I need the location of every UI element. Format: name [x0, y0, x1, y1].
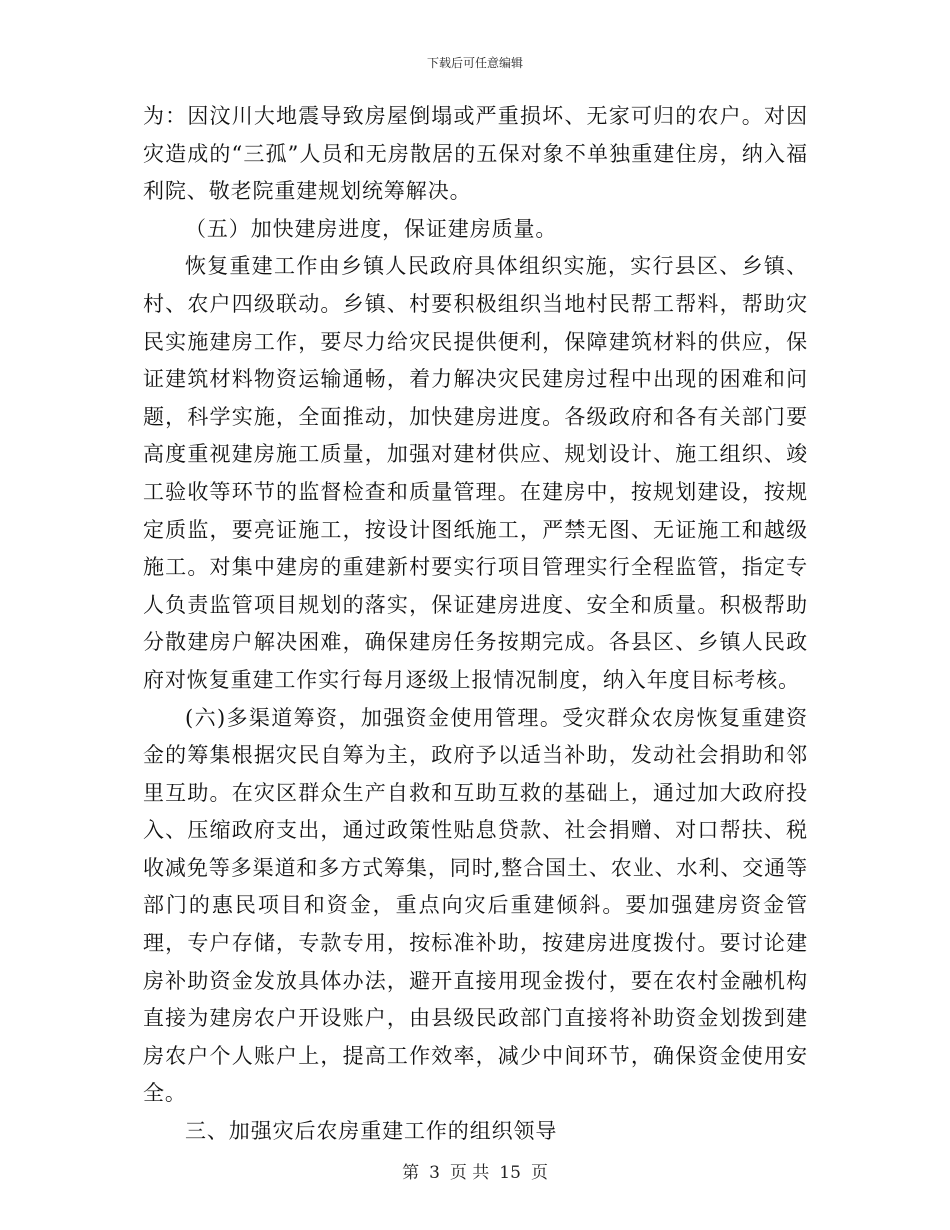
footer-suffix: 页 [530, 1163, 548, 1183]
footer-middle: 页 共 [449, 1163, 490, 1183]
page-footer [0, 1158, 950, 1183]
paragraph-construction-progress: 恢复重建工作由乡镇人民政府具体组织实施，实行县区、乡镇、村、农户四级联动。乡镇、村要积极组织当地村民帮工帮料，帮助灾民实施建房工作，要尽力给灾民提供便利，保障建筑材料的供应，保证建筑材料物资运输通畅，着力解决灾民建房过程中出现的困难和问题，科学实施，全面推动，加快建房进度。各级政府和各有关部门要高度重视建房施工质量，加强对建材供应、规划设计、施工组织、竣工验收等环节的监督检查和质量管理。在建房中，按规划建设，按规定质监，要亮证施工，按设计图纸施工，严禁无图、无证施工和越级施工。对集中建房的重建新村要实行项目管理实行全程监管，指定专人负责监管项目规划的落实，保证建房进度、安全和质量。积极帮助分散建房户解决困难，确保建房任务按期完成。各县区、乡镇人民政府对恢复重建工作实行每月逐级上报情况制度，纳入年度目标考核。 [143, 254, 808, 692]
paragraph-fund-management: (六)多渠道筹资，加强资金使用管理。受灾群众农房恢复重建资金的筹集根据灾民自筹为主，政府予以适当补助，发动社会捐助和邻里互助。在灾区群众生产自救和互助互救的基础上，通过加大政府投入、压缩政府支出，通过政策性贴息贷款、社会捐赠、对口帮扶、税收减免等多渠道和多方式筹集，同时,整合国土、农业、水利、交通等部门的惠民项目和资金，重点向灾后重建倾斜。要加强建房资金管理，专户存储，专款专用，按标准补助，按建房进度拨付。要讨论建房补助资金发放具体办法，避开直接用现金拨付，要在农村金融机构直接为建房农户开设账户，由县级民政部门直接将补助资金划拨到建房农户个人账户上，提高工作效率，减少中间环节，确保资金使用安全。 [143, 705, 808, 1106]
section-heading-three: 三、加强灾后农房重建工作的组织领导 [185, 1119, 558, 1144]
page-header: 下载后可任意编辑 [426, 56, 523, 70]
paragraph-continuation: 为：因汶川大地震导致房屋倒塌或严重损坏、无家可归的农户。对因灾造成的“三孤”人员和无房散居的五保对象不单独重建住房，纳入福利院、敬老院重建规划统筹解决。 [143, 104, 808, 204]
page-number: 3 [429, 1163, 440, 1183]
document-body [143, 98, 808, 1151]
total-pages: 15 [499, 1163, 521, 1183]
footer-prefix: 第 [402, 1163, 420, 1183]
section-heading-five: （五）加快建房进度，保证建房质量。 [185, 216, 558, 241]
